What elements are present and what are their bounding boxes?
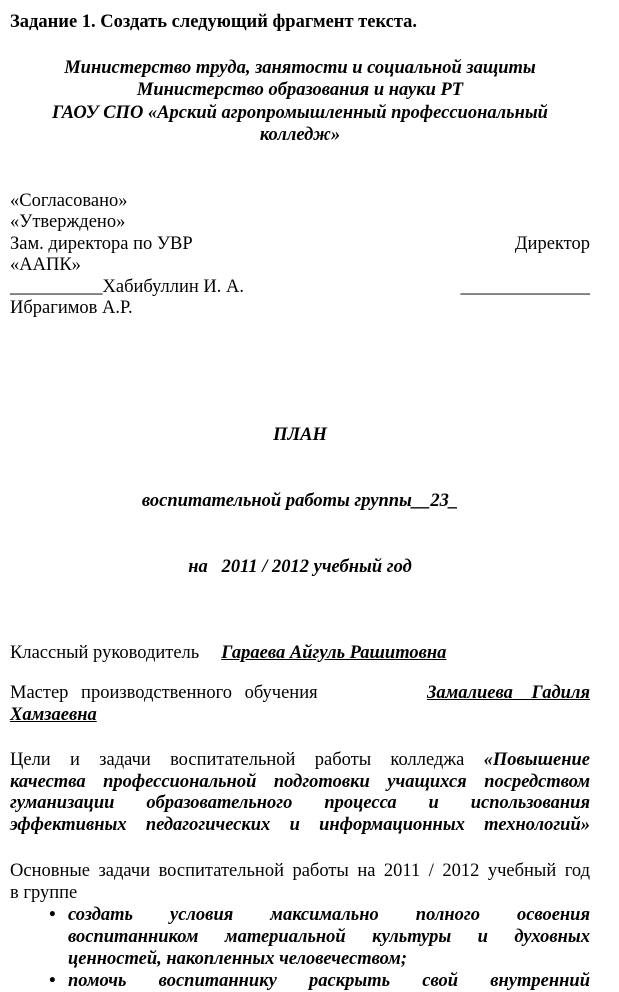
- ministry-header-block: [10, 57, 590, 147]
- master-line-2: [10, 705, 590, 727]
- master-block: [10, 683, 590, 726]
- ministry-line-labor: Министерство труда, занятости и социальной защиты: [64, 57, 536, 78]
- bullet-item-1-text: [68, 904, 590, 970]
- deputy-director-line: [10, 234, 590, 256]
- tasks-line-2: в группе: [10, 882, 78, 903]
- goals-intro-text: Цели и задачи воспитательной работы колледжа: [10, 750, 465, 770]
- signature-line: [10, 277, 590, 299]
- master-name-part-2: Хамзаевна: [10, 704, 97, 725]
- task-title: Задание 1. Создать следующий фрагмент текста.: [10, 12, 418, 32]
- bullet-2-line-1: помочь воспитаннику раскрыть свой внутренний: [68, 971, 590, 991]
- agreed-label: «Согласовано»: [10, 190, 128, 211]
- tasks-line-1: Основные задачи воспитательной работы на 2011 / 2012 учебный год: [10, 861, 590, 881]
- bullet-item-2-text: [68, 970, 590, 992]
- goals-line-3: гуманизации образовательного процесса и использования: [10, 793, 590, 813]
- approved-label: «Утверждено»: [10, 212, 126, 232]
- plan-title-block: [10, 380, 590, 622]
- director-label: Директор: [514, 233, 590, 254]
- master-label: Мастер производственного обучения: [10, 683, 318, 703]
- class-leader-line: [10, 643, 590, 665]
- goals-line-1: [10, 750, 590, 772]
- bullet-item-1: [10, 904, 590, 970]
- bullet-icon: •: [49, 905, 56, 925]
- approval-block: [10, 191, 590, 320]
- master-name-part-1: Замалиева Гадиля: [426, 683, 590, 703]
- master-line-1: [10, 683, 590, 705]
- goals-paragraph: [10, 750, 590, 836]
- bullet-item-2: [10, 970, 590, 992]
- plan-subtitle-year: на 2011 / 2012 учебный год: [188, 556, 412, 577]
- director-name: Ибрагимов А.Р.: [10, 298, 133, 318]
- college-name-line-2: колледж»: [259, 125, 341, 145]
- goals-line-2: качества профессиональной подготовки учащихся посредством: [10, 771, 590, 792]
- ministry-line-education: Министерство образования и науки РТ: [136, 80, 464, 100]
- class-leader-name: Гараева Айгуль Рашитовна: [221, 642, 447, 663]
- deputy-director-label: Зам. директора по УВР: [10, 233, 193, 254]
- college-name-line-1: ГАОУ СПО «Арский агропромышленный профессиональный: [52, 102, 548, 123]
- goals-quote-start: «Повышение: [483, 750, 591, 770]
- tasks-paragraph: [10, 861, 590, 904]
- goals-line-4: эффективных педагогических и информационных технологий»: [10, 814, 590, 835]
- bullet-1-line-3: ценностей, накопленных человечеством;: [68, 949, 407, 969]
- bullet-1-line-1: создать условия максимально полного освоения: [68, 905, 590, 925]
- bullet-icon: •: [49, 971, 56, 991]
- signature-right-blank: ______________: [460, 276, 590, 297]
- college-abbr-label: «ААПК»: [10, 255, 81, 275]
- tasks-bullet-list: [10, 904, 590, 992]
- class-leader-label: Классный руководитель: [10, 642, 200, 663]
- plan-subtitle-group: воспитательной работы группы__23_: [141, 490, 459, 511]
- bullet-1-line-2: воспитанником материальной культуры и духовных: [68, 927, 590, 947]
- signature-left-name: __________Хабибуллин И. А.: [10, 276, 245, 297]
- plan-title: ПЛАН: [273, 424, 327, 445]
